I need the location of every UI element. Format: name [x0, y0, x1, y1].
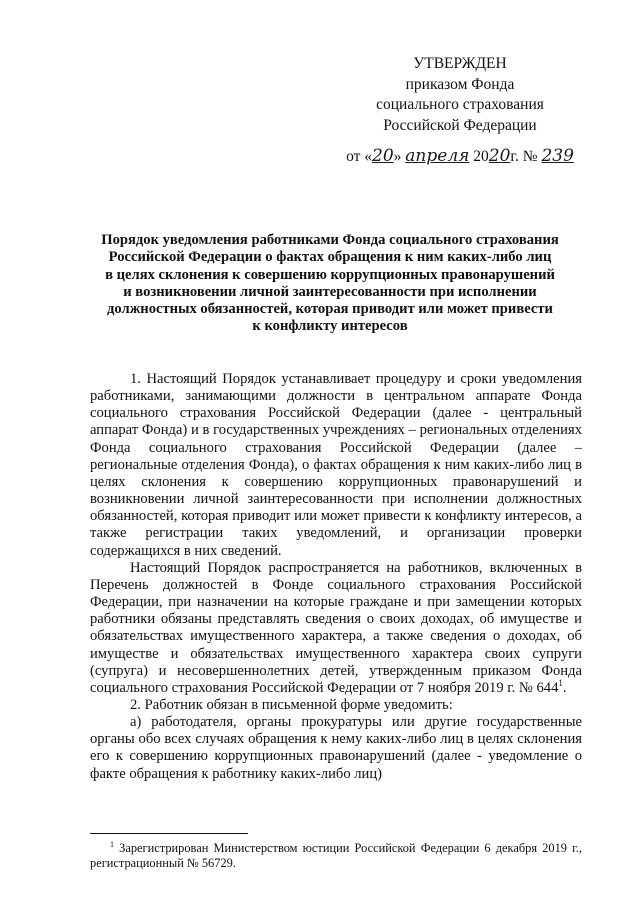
title-line: к конфликту интересов — [252, 318, 408, 335]
date-month-handwritten: апреля — [405, 146, 470, 166]
paragraph-2 — [90, 560, 582, 697]
approval-heading: УТВЕРЖДЕН — [413, 55, 507, 72]
approval-date-line — [340, 146, 580, 168]
footnote — [90, 841, 582, 871]
date-day-handwritten: 20 — [372, 146, 394, 166]
approval-order-line: приказом Фонда — [405, 75, 515, 93]
footnote-text: Зарегистрирован Министерством юстиции Российской Федерации 6 декабря 2019 г., регистрационный № 56729. — [90, 841, 582, 870]
approval-fund-line: социального страхования — [376, 96, 544, 113]
approval-stamp — [340, 54, 580, 168]
date-quote-close: » — [393, 148, 402, 165]
date-year-prefix: 20 — [473, 148, 489, 165]
footnote-reference: 1 — [558, 677, 563, 688]
title-line: Российской Федерации о фактах обращения к ним каких-либо лиц — [108, 249, 552, 266]
title-line: должностных обязанностей, которая приводит или может привести — [107, 301, 553, 318]
paragraph-2-text: Настоящий Порядок распространяется на работников, включенных в Перечень должностей в Фонде социального страхования Российской Федерации, при назначении на которые граждане и при замещении которых работники обязаны представлять сведения о своих доходах, об имуществе и обязательствах имущественного характера, а также сведения о доходах, об имуществе и обязательствах имущественного характера своих супруги (супруга) и несовершеннолетних детей, утвержденным приказом Фонда социального страхования Российской Федерации от 7 ноября 2019 г. № 644 — [90, 559, 582, 696]
document-body — [90, 371, 582, 783]
paragraph-2-end: . — [562, 679, 567, 696]
footnote-number: 1 — [110, 839, 114, 849]
paragraph-4: а) работодателя, органы прокуратуры или другие государственные органы обо всех случаях обращения к нему каких-либо лиц в целях склонения его к совершению коррупционных правонарушений (далее - уведомление о факте обращения к работнику каких-либо лиц) — [90, 714, 582, 782]
paragraph-1: 1. Настоящий Порядок устанавливает процедуру и сроки уведомления работниками, занимающими должности в центральном аппарате Фонда социального страхования Российской Федерации (далее - центральный аппарат Фонда) и в государственных учреждениях – региональных отделениях Фонда социального страхования Российской Федерации (далее – региональные отделения Фонда), о фактах обращения к ним каких-либо лиц в целях склонения к совершению коррупционных правонарушений и возникновении личной заинтересованности при исполнении должностных обязанностей, которая приводит или может привести к конфликту интересов, а также регистрации таких уведомлений, и организации проверки содержащихся в них сведений. — [90, 371, 582, 559]
date-prefix: от « — [346, 148, 373, 165]
order-number-handwritten: 239 — [541, 146, 574, 166]
document-title — [70, 232, 590, 336]
date-number-prefix: г. № — [510, 148, 538, 165]
title-line: в целях склонения к совершению коррупционных правонарушений — [105, 266, 555, 283]
footnote-number-wrap — [90, 841, 114, 856]
title-line: и возникновении личной заинтересованности при исполнении — [123, 283, 537, 300]
paragraph-3: 2. Работник обязан в письменной форме уведомить: — [130, 696, 453, 713]
title-line: Порядок уведомления работниками Фонда социального страхования — [101, 232, 559, 248]
date-year-handwritten: 20 — [488, 146, 511, 166]
approval-country-line: Российской Федерации — [383, 116, 537, 134]
footnote-separator — [90, 833, 248, 834]
